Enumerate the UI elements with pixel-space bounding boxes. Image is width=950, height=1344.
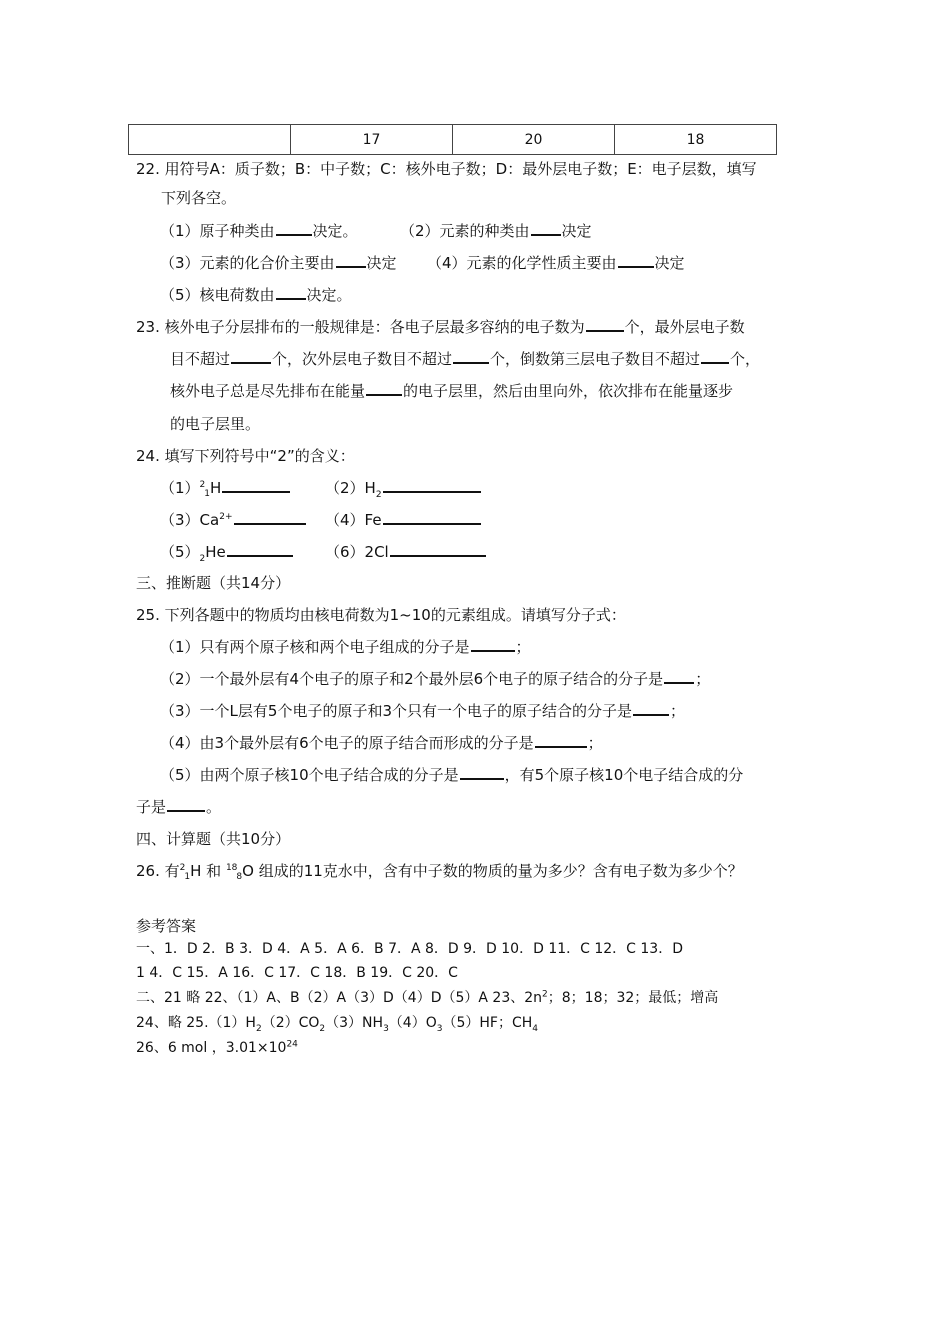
answer-blank[interactable] [336,252,366,268]
answers-line-5: 26、6 mol ，$3.01\times 10^{24}$ [136,1039,298,1056]
q24-item-5: $(5)_2He$ [160,541,294,562]
answer-blank[interactable] [633,700,669,716]
q25-item-1: （1）只有两个原子核和两个电子组成的分子是 ； [160,638,531,656]
q25-item-3: （3）一个L层有5个电子的原子和3个只有一个电子的原子结合的分子是 ； [160,702,686,720]
answers-line-2: 1 4．C 15．A 16．C 17．C 18．B 19．C 20．C [136,965,458,981]
answer-blank[interactable] [390,541,486,557]
q22-stem-cont: 下列各空。 [161,189,237,207]
q22-stem: 22. 用符号A：质子数；B：中子数；C：核外电子数；D：最外层电子数；E：电子层数，填写 [136,160,757,178]
q23-line-3: 核外电子总是尽先排布在能量 的电子层里，然后由里向外，依次排布在能量逐步 [170,382,734,400]
answer-blank[interactable] [453,348,489,364]
answer-blank[interactable] [227,541,293,557]
q22-item-5: （5）核电荷数由 决定。 [160,286,352,304]
q23-line-4: 的电子层里。 [170,415,261,433]
table-row [129,125,777,155]
q26-stem: 26. 有21H 和 188O 组成的11克水中，含有中子数的物质的量为多少？含有电子数为多少个？ [136,862,743,882]
q23-line-2: 目不超过 个，次外层电子数目不超过 个，倒数第三层电子数目不超过 个， [170,350,761,368]
table-cell: 18 [615,125,777,155]
table-cell [129,125,291,155]
answer-blank[interactable] [535,732,587,748]
answer-blank[interactable] [618,252,654,268]
answer-blank[interactable] [276,220,312,236]
answer-blank[interactable] [366,380,402,396]
answer-blank[interactable] [231,348,271,364]
data-table [128,124,777,155]
q22-item-1: （1）原子种类由 决定。 [160,222,358,240]
answer-blank[interactable] [531,220,561,236]
answer-blank[interactable] [222,477,290,493]
q24-item-6: （6）2Cl [325,541,487,562]
answer-blank[interactable] [701,348,729,364]
q25-item-4: （4）由3个最外层有6个电子的原子结合而形成的分子是 ； [160,734,603,752]
answer-blank[interactable] [383,509,481,525]
q24-item-3: $(3)Ca^{2+}$ [160,509,307,530]
section-heading-4: 四、计算题（共10分） [136,830,291,848]
section-heading-3: 三、推断题（共14分） [136,574,291,592]
answer-blank[interactable] [664,668,694,684]
answer-blank[interactable] [586,316,624,332]
table-cell: 20 [453,125,615,155]
answer-blank[interactable] [276,284,306,300]
answer-blank[interactable] [471,636,515,652]
answer-blank[interactable] [460,764,504,780]
table-cell: 17 [291,125,453,155]
q23-line-1: 23. 核外电子分层排布的一般规律是：各电子层最多容纳的电子数为 个，最外层电子数 [136,318,745,336]
answers-line-3: 二、21 略 22、（1）A、B（2）A（3）D（4）D（5）A 23、$2n^2$；8；18；32；最低；增高 [136,989,719,1006]
q24-item-2: $(2)H_2$ [325,477,482,498]
answers-line-1: 一、1．D 2．B 3．D 4．A 5．A 6．B 7．A 8．D 9．D 10．D 11．C 12．C 13．D [136,941,683,957]
q22-item-3: （3）元素的化合价主要由 决定 [160,254,397,272]
q24-item-1: （1）21H [160,477,291,498]
answer-blank[interactable] [383,477,481,493]
answers-title: 参考答案 [136,917,197,935]
answer-blank[interactable] [234,509,306,525]
q22-item-4: （4）元素的化学性质主要由 决定 [427,254,685,272]
q25-item-2: （2）一个最外层有4个电子的原子和2个最外层6个电子的原子结合的分子是 ； [160,670,711,688]
answer-blank[interactable] [167,796,205,812]
q22-item-2: （2）元素的种类由 决定 [400,222,592,240]
q25-stem: 25. 下列各题中的物质均由核电荷数为1~10的元素组成。请填写分子式： [136,606,626,624]
q25-item-5-cont: 子是 。 [136,798,222,816]
q25-item-5: （5）由两个原子核10个电子结合成的分子是 ，有5个原子核10个电子结合成的分 [160,766,744,784]
q24-stem: 24. 填写下列符号中“2”的含义： [136,447,355,465]
q24-item-4: （4）Fe [325,509,482,530]
answers-line-4: 24、略 $25.(1)H_2(2)CO_2(3)NH_3(4)O_3(5)HF$；$CH_4$ [136,1015,538,1034]
